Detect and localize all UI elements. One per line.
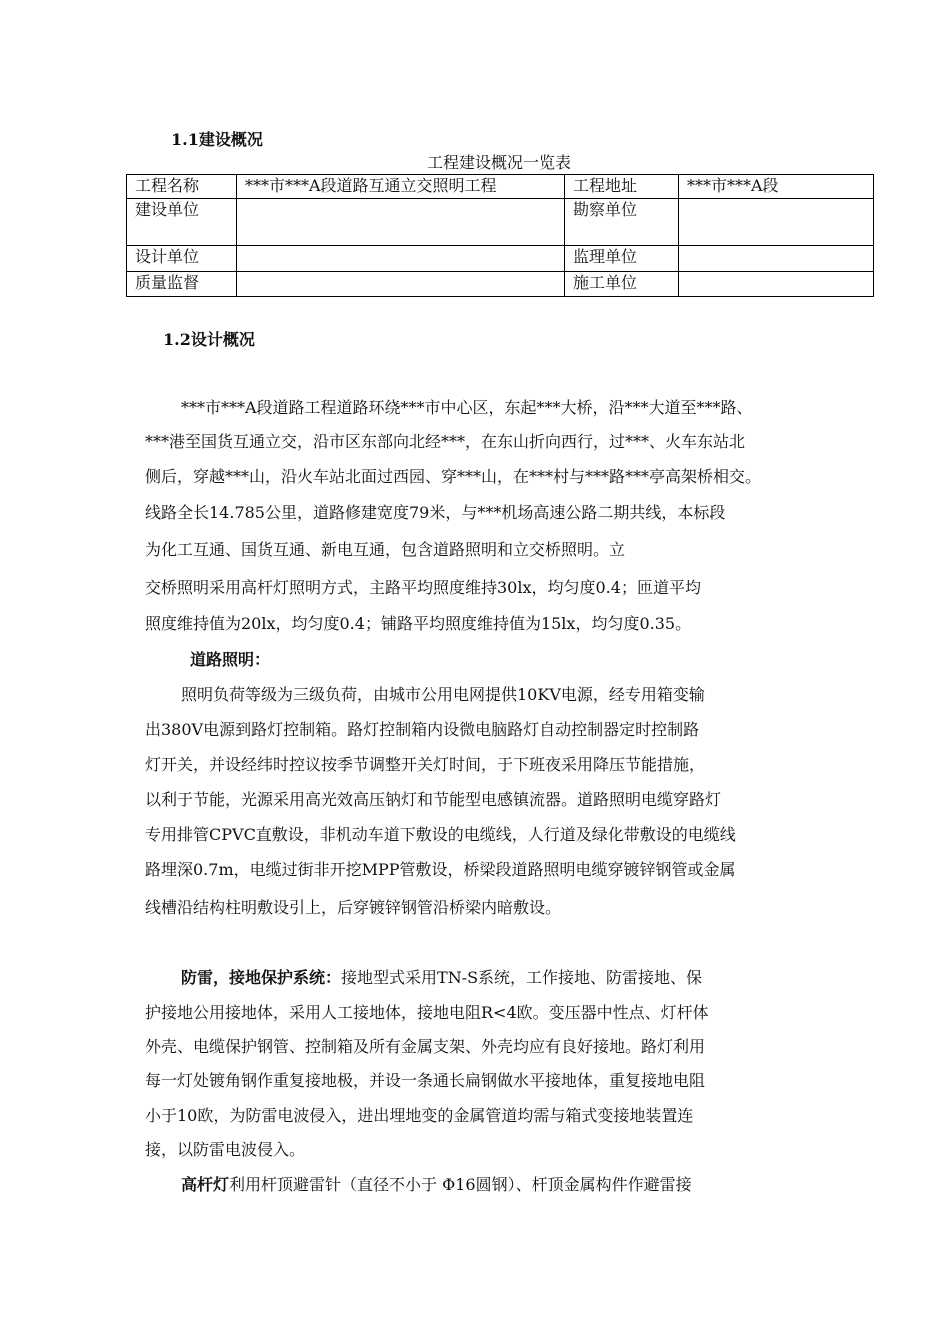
table-cell-value [237, 272, 565, 297]
paragraph-line: 线路全长14.785公里，道路修建宽度79米，与***机场高速公路二期共线，本标段 [145, 503, 726, 522]
paragraph-line: ***港至国货互通立交，沿市区东部向北经***，在东山折向西行，过***、火车东站北 [145, 432, 746, 451]
table-row [127, 175, 874, 199]
paragraph-line: 专用排管CPVC直敷设，非机动车道下敷设的电缆线，人行道及绿化带敷设的电缆线 [145, 825, 736, 844]
table-cell-value: ***市***A段 [679, 175, 874, 199]
paragraph-line: 照度维持值为20lx，均匀度0.4；铺路平均照度维持值为15lx，均匀度0.35。 [145, 614, 692, 633]
paragraph-line [181, 1175, 692, 1195]
table-row [127, 272, 874, 297]
lightning-protection-title: 防雷，接地保护系统： [181, 968, 342, 987]
project-summary-table [126, 174, 874, 297]
table-caption: 工程建设概况一览表 [426, 153, 571, 172]
paragraph-line: 交桥照明采用高杆灯照明方式，主路平均照度维持30lx，均匀度0.4；匝道平均 [145, 578, 701, 597]
lightning-protection-text: 接地型式采用TN-S系统，工作接地、防雷接地、保 [341, 968, 703, 987]
paragraph-line: 外壳、电缆保护钢管、控制箱及所有金属支架、外壳均应有良好接地。路灯利用 [145, 1037, 706, 1056]
table-cell-value [679, 246, 874, 272]
paragraph-line: 护接地公用接地体，采用人工接地体，接地电阻R<4欧。变压器中性点、灯杆体 [145, 1003, 709, 1022]
table-cell-label: 设计单位 [127, 246, 237, 272]
table-cell-label: 质量监督 [127, 272, 237, 297]
paragraph-line: 灯开关，并设经纬时控议按季节调整开关灯时间，于下班夜采用降压节能措施， [145, 755, 706, 774]
paragraph-line: 出380V电源到路灯控制箱。路灯控制箱内设微电脑路灯自动控制器定时控制路 [145, 720, 700, 739]
paragraph-line: 小于10欧，为防雷电波侵入，进出埋地变的金属管道均需与箱式变接地装置连 [145, 1106, 694, 1125]
paragraph-line [181, 968, 702, 988]
paragraph-line: 接，以防雷电波侵入。 [145, 1140, 306, 1159]
paragraph-line: 照明负荷等级为三级负荷，由城市公用电网提供10KV电源，经专用箱变输 [181, 685, 705, 704]
table-cell-value [237, 199, 565, 246]
high-mast-text: 利用杆顶避雷针（直径不小于 Φ16圆钢）、杆顶金属构件作避雷接 [229, 1175, 692, 1194]
paragraph-line: ***市***A段道路工程道路环绕***市中心区，东起***大桥，沿***大道至***路、 [181, 398, 753, 417]
table-cell-value [237, 246, 565, 272]
paragraph-line: 以利于节能，光源采用高光效高压钠灯和节能型电感镇流器。道路照明电缆穿路灯 [145, 790, 722, 809]
table-cell-label: 勘察单位 [565, 199, 679, 246]
table-cell-label: 建设单位 [127, 199, 237, 246]
table-cell-label: 工程地址 [565, 175, 679, 199]
table-cell-value [679, 199, 874, 246]
table-cell-label: 监理单位 [565, 246, 679, 272]
paragraph-line: 线槽沿结构柱明敷设引上，后穿镀锌钢管沿桥梁内暗敷设。 [145, 898, 562, 917]
section-heading-1-2: 1.2设计概况 [163, 330, 255, 349]
table-cell-label: 施工单位 [565, 272, 679, 297]
table-row [127, 246, 874, 272]
paragraph-line: 路埋深0.7m，电缆过街非开挖MPP管敷设，桥梁段道路照明电缆穿镀锌钢管或金属 [145, 860, 736, 879]
paragraph-line: 每一灯处镀角钢作重复接地极，并设一条通长扁钢做水平接地体，重复接地电阻 [145, 1071, 706, 1090]
table-cell-label: 工程名称 [127, 175, 237, 199]
road-lighting-title: 道路照明： [190, 650, 271, 669]
section-heading-1-1: 1.1建设概况 [171, 130, 263, 149]
table-cell-value [679, 272, 874, 297]
high-mast-title: 高杆灯 [181, 1175, 230, 1194]
paragraph-line: 为化工互通、国货互通、新电互通，包含道路照明和立交桥照明。立 [145, 540, 626, 559]
table-cell-value: ***市***A段道路互通立交照明工程 [237, 175, 565, 199]
table-row [127, 199, 874, 246]
paragraph-line: 侧后，穿越***山，沿火车站北面过西园、穿***山，在***村与***路***亭高架桥相交。 [145, 467, 762, 486]
